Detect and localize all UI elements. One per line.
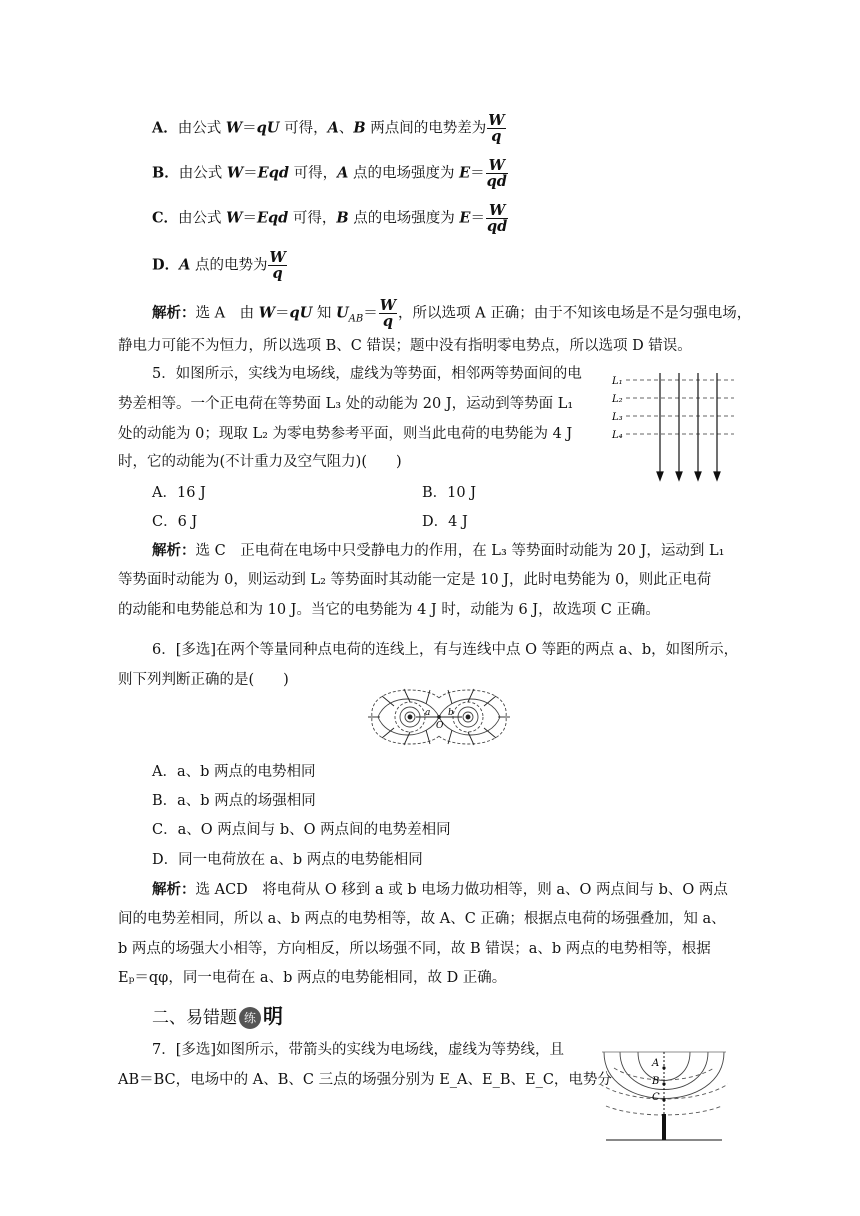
q5-stem-line2: 势差相等。一个正电荷在等势面 L₃ 处的动能为 20 J，运动到等势面 L₁ [118, 396, 574, 412]
q4-option-a: A．由公式 W＝qU 可得，A、B 两点间的电势差为 $\frac{W}{q}$ [152, 112, 505, 145]
label-l2: L₂ [612, 394, 623, 405]
label-b: b [448, 708, 454, 718]
q6-analysis-line1: 解析：选 ACD 将电荷从 O 移到 a 或 b 电场力做功相等，则 a、O 两点间与 b、O 两点 [152, 881, 728, 898]
q4-option-c: C．由公式 W＝Eqd 可得，B 点的电场强度为 E＝ $\frac{W}{qd}$ [152, 202, 508, 235]
q5-option-d: D．4 J [422, 514, 468, 530]
q6-stem-line1: 6．[多选]在两个等量同种点电荷的连线上，有与连线中点 O 等距的两点 a、b，如图所示， [152, 642, 739, 658]
q6-option-b: B．a、b 两点的场强相同 [152, 793, 316, 809]
q6-stem-line2: 则下列判断正确的是( ) [118, 672, 289, 688]
q6-option-d: D．同一电荷放在 a、b 两点的电势能相同 [152, 852, 423, 868]
q4-option-d: D．A 点的电势为 $\frac{W}{q}$ [152, 249, 286, 282]
fraction: $\frac{W}{qd}$ [486, 202, 508, 235]
label-c: C [652, 1092, 660, 1103]
q5-option-a: A．16 J [152, 485, 206, 501]
fraction: $\frac{W}{q}$ [269, 249, 286, 282]
q5-analysis-line3: 的动能和电势能总和为 10 J。当它的电势能为 4 J 时，动能为 6 J，故选项 C 正确。 [118, 602, 660, 618]
q4-analysis-line2: 静电力可能不为恒力，所以选项 B、C 错误；题中没有指明零电势点，所以选项 D 错误。 [118, 338, 692, 354]
q5-stem-line3: 处的动能为 0；现取 L₂ 为零电势参考平面，则当此电荷的电势能为 4 J [118, 426, 573, 442]
q6-analysis-line4: Eₚ＝qφ，同一电荷在 a、b 两点的电势能相同，故 D 正确。 [118, 970, 507, 986]
label-o: O [436, 721, 444, 731]
label-b: B [652, 1076, 660, 1087]
q5-option-b: B．10 J [422, 485, 477, 501]
fraction: $\frac{W}{q}$ [488, 112, 505, 145]
q7-field-figure [600, 1044, 728, 1144]
q5-field-figure [606, 370, 738, 482]
q6-analysis-line3: b 两点的场强大小相等，方向相反，所以场强不同，故 B 错误；a、b 两点的电势相等，根据 [118, 941, 711, 957]
q7-stem-line1: 7．[多选]如图所示，带箭头的实线为电场线，虚线为等势线，且 [152, 1042, 565, 1058]
q4-option-b: B．由公式 W＝Eqd 可得，A 点的电场强度为 E＝ $\frac{W}{qd}$ [152, 157, 507, 190]
practice-badge: 练 [239, 1007, 261, 1029]
label-l3: L₃ [612, 412, 623, 423]
q5-option-c: C．6 J [152, 514, 198, 530]
label-a: a [425, 708, 431, 718]
label-l4: L₄ [612, 430, 623, 441]
q5-stem-line1: 5．如图所示，实线为电场线，虚线为等势面，相邻两等势面间的电 [152, 366, 582, 382]
q6-field-figure [368, 686, 510, 748]
q5-analysis-line1: 解析：选 C 正电荷在电场中只受静电力的作用，在 L₃ 等势面时动能为 20 J，运动到 L₁ [152, 542, 725, 559]
q6-option-a: A．a、b 两点的电势相同 [152, 764, 316, 780]
q6-option-c: C．a、O 两点间与 b、O 两点间的电势差相同 [152, 822, 451, 838]
q7-stem-line2: AB＝BC，电场中的 A、B、C 三点的场强分别为 E_A、E_B、E_C，电势分 [118, 1072, 612, 1088]
label-l1: L₁ [612, 376, 623, 387]
q5-stem-line4: 时，它的动能为(不计重力及空气阻力)( ) [118, 454, 402, 470]
q4-analysis-line1: 解析：选 A 由 W＝qU 知 $U_{AB}=$ $\frac{W}{q}$ ，所以选项 A 正确；由于不知该电场是不是匀强电场， [152, 297, 752, 330]
section-title: 二、易错题 练 明 [152, 1004, 283, 1028]
q6-analysis-line2: 间的电势差相同，所以 a、b 两点的电势相等，故 A、C 正确；根据点电荷的场强叠加，知 a、 [118, 911, 726, 927]
label-a: A [652, 1058, 660, 1069]
q5-analysis-line2: 等势面时动能为 0，则运动到 L₂ 等势面时其动能一定是 10 J，此时电势能为 0，则此正电荷 [118, 572, 712, 588]
fraction: $\frac{W}{qd}$ [486, 157, 507, 190]
fraction: $\frac{W}{q}$ [379, 297, 397, 330]
